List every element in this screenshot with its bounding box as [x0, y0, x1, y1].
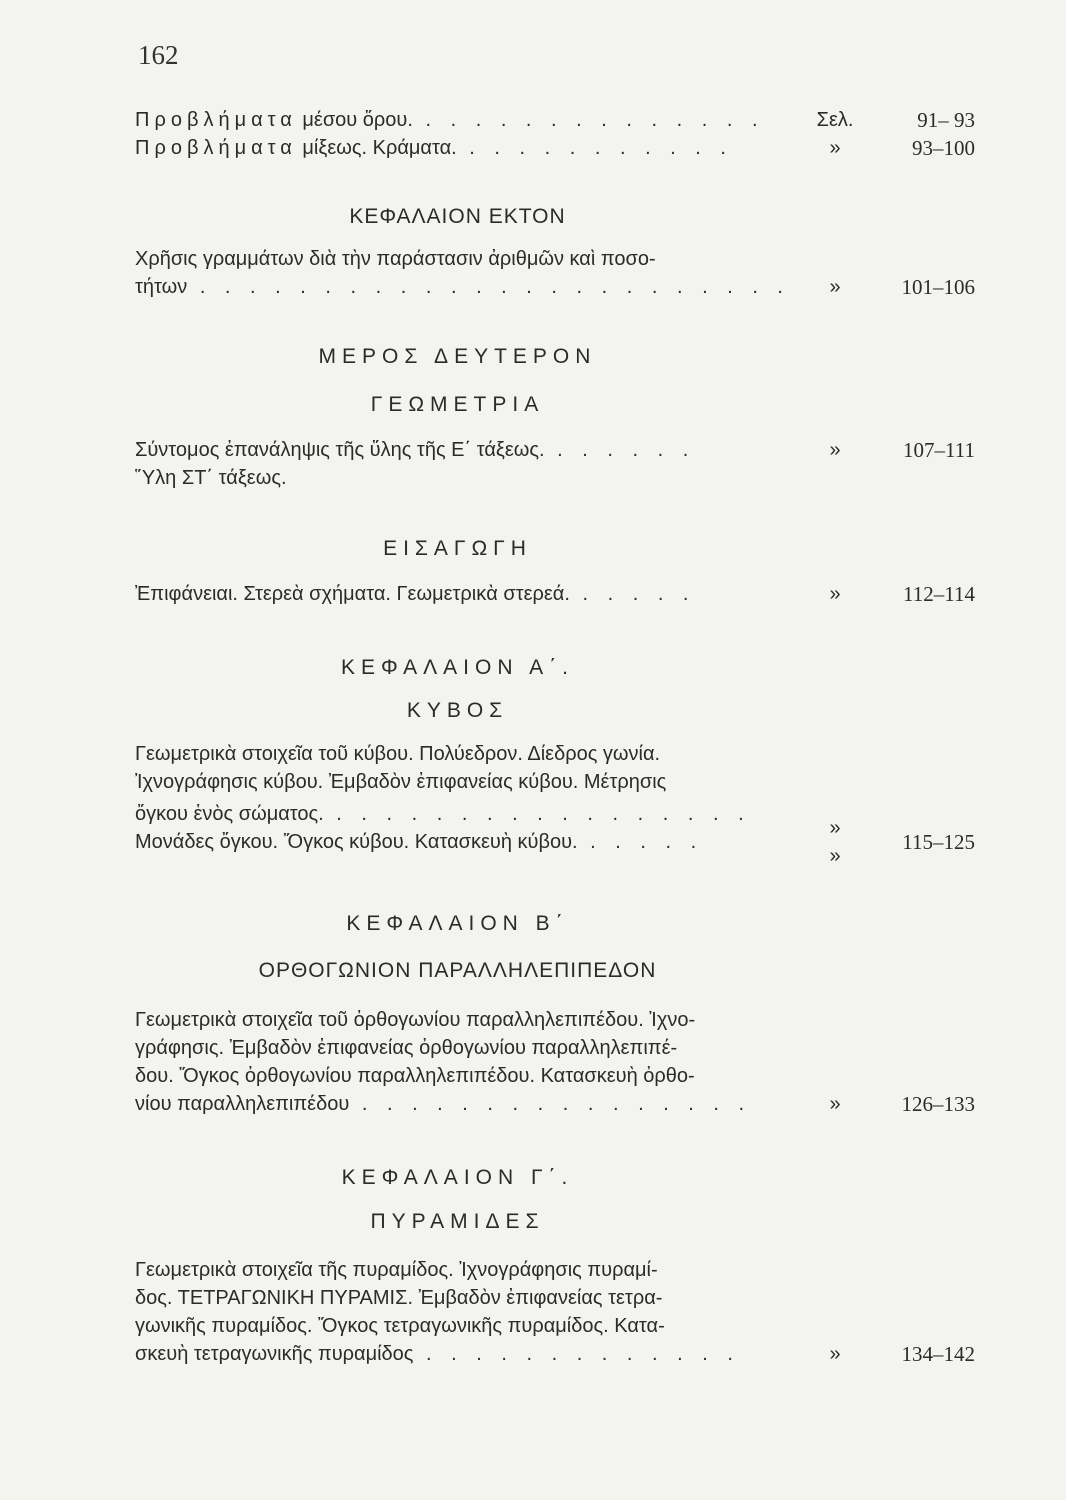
- chapter-heading-a: ΚΕΦΑΛΑΙΟΝ Α΄.: [340, 656, 575, 679]
- leader-dots: . . . . . . . . . . .: [456, 137, 733, 159]
- page-range: 107–111: [903, 438, 975, 462]
- entry-text: [135, 134, 775, 162]
- ditto-marker: »: [829, 276, 841, 298]
- entry-label: μίξεως. Κράματα.: [296, 137, 457, 159]
- ditto-marker: »: [829, 137, 841, 159]
- toc-entry-mixture-problems: [135, 134, 975, 162]
- toc-entry-surfaces: [135, 580, 975, 608]
- ditto-marker: »: [829, 583, 841, 605]
- entry-text: Γεωμετρικὰ στοιχεῖα τοῦ ὀρθογωνίου παραλληλεπιπέδου. Ἰχνο- γράφησις. Ἐμβαδὸν ἐπιφανείας ὀρθογωνίου παραλληλεπιπέ- δου. Ὄγκος ὀρθογωνίου παραλληλεπιπέδου. Κατασκευὴ ὀρθο- νίου παραλληλεπιπέδου . . . . . . . . . . . . . . . .: [135, 1009, 752, 1115]
- page-range: 101–106: [901, 275, 975, 299]
- entry-text: Σύντομος ἐπανάληψις τῆς ὕλης τῆς Ε΄ τάξεως. . . . . . . Ὕλη ΣΤ΄ τάξεως.: [135, 439, 696, 489]
- page-number: 162: [138, 40, 179, 70]
- toc-entry-pyramids: [135, 1256, 975, 1368]
- page-range: 115–125: [902, 830, 975, 854]
- section-heading-rectangular-prism: ΟΡΘΟΓΩΝΙΟΝ ΠΑΡΑΛΛΗΛΕΠΙΠΕΔΟΝ: [258, 959, 657, 982]
- toc-entry-rectangular-prism: [135, 1006, 975, 1118]
- entry-text: Ἐπιφάνειαι. Στερεὰ σχήματα. Γεωμετρικὰ στερεά. . . . . .: [135, 583, 696, 605]
- leader-dots: . . . . . .: [544, 439, 696, 461]
- entry-label-spaced: Προβλήματα: [135, 137, 297, 159]
- section-heading-geometry: ΓΕΩΜΕΤΡΙΑ: [370, 393, 545, 416]
- page-range: 91– 93: [917, 108, 975, 132]
- toc-entry-mean-problems: [135, 106, 975, 134]
- ditto-marker: »: [829, 439, 841, 461]
- toc-entry-cube: [135, 740, 975, 867]
- section-heading-cube: ΚΥΒΟΣ: [406, 699, 509, 722]
- page-range: 134–142: [901, 1342, 975, 1366]
- leader-dots: . . . . . . . . . . . . . .: [412, 109, 765, 131]
- page-marker: Σελ.: [816, 109, 854, 131]
- chapter-heading-c: ΚΕΦΑΛΑΙΟΝ Γ΄.: [341, 1166, 574, 1189]
- leader-dots: . . . . .: [577, 831, 704, 853]
- page-range: 112–114: [903, 582, 975, 606]
- leader-dots: . . . . .: [569, 583, 696, 605]
- leader-dots: . . . . . . . . . . . . . . . .: [349, 1093, 752, 1115]
- section-heading-introduction: ΕΙΣΑΓΩΓΗ: [383, 537, 532, 560]
- entry-text: Γεωμετρικὰ στοιχεῖα τῆς πυραμίδος. Ἰχνογράφησις πυραμί- δος. ΤΕΤΡΑΓΩΝΙΚΗ ΠΥΡΑΜΙΣ. Ἐμβαδὸν ἐπιφανείας τετρα- γωνικῆς πυραμίδος. Ὄγκος τετραγωνικῆς πυραμίδος. Κατα- σκευὴ τετραγωνικῆς πυραμίδος . . . . . . . . . . . . .: [135, 1259, 740, 1365]
- leader-dots: . . . . . . . . . . . . . . . . .: [323, 803, 751, 825]
- toc-entry-review: [135, 436, 975, 492]
- chapter-heading-b: ΚΕΦΑΛΑΙΟΝ Β΄: [346, 912, 569, 935]
- ditto-marker: »: [829, 817, 841, 839]
- toc-entry-letters-for-numbers: [135, 245, 975, 301]
- entry-text: Γεωμετρικὰ στοιχεῖα τοῦ κύβου. Πολύεδρον. Δίεδρος γωνία. Ἰχνογράφησις κύβου. Ἐμβαδὸν ἐπιφανείας κύβου. Μέτρησις ὄγκου ἑνὸς σώματος. . . . . . . . . . . . . . . . . . Μονάδες ὄγκου. Ὄγκος κύβου. Κατασκευὴ κύβου. . . . . .: [135, 743, 751, 853]
- page-range: 93–100: [912, 136, 975, 160]
- entry-label: μέσου ὅρου.: [296, 109, 413, 131]
- page-range: 126–133: [901, 1092, 975, 1116]
- entry-label-spaced: Προβλήματα: [135, 109, 297, 131]
- ditto-marker: »: [829, 1343, 841, 1365]
- ditto-marker: »: [829, 1093, 841, 1115]
- section-heading-pyramids: ΠΥΡΑΜΙΔΕΣ: [370, 1210, 545, 1233]
- chapter-heading-sixth: ΚΕΦΑΛΑΙΟΝ ΕΚΤΟΝ: [349, 205, 566, 228]
- entry-text: Χρῆσις γραμμάτων διὰ τὴν παράστασιν ἀριθμῶν καὶ ποσο- τήτων . . . . . . . . . . . . . . . . . . . . . . . .: [135, 248, 790, 298]
- ditto-marker: »: [829, 845, 841, 867]
- entry-text: [135, 106, 775, 134]
- leader-dots: . . . . . . . . . . . . . . . . . . . . . . . .: [187, 276, 790, 298]
- part-heading-second: ΜΕΡΟΣ ΔΕΥΤΕΡΟΝ: [318, 345, 597, 368]
- leader-dots: . . . . . . . . . . . . .: [413, 1343, 740, 1365]
